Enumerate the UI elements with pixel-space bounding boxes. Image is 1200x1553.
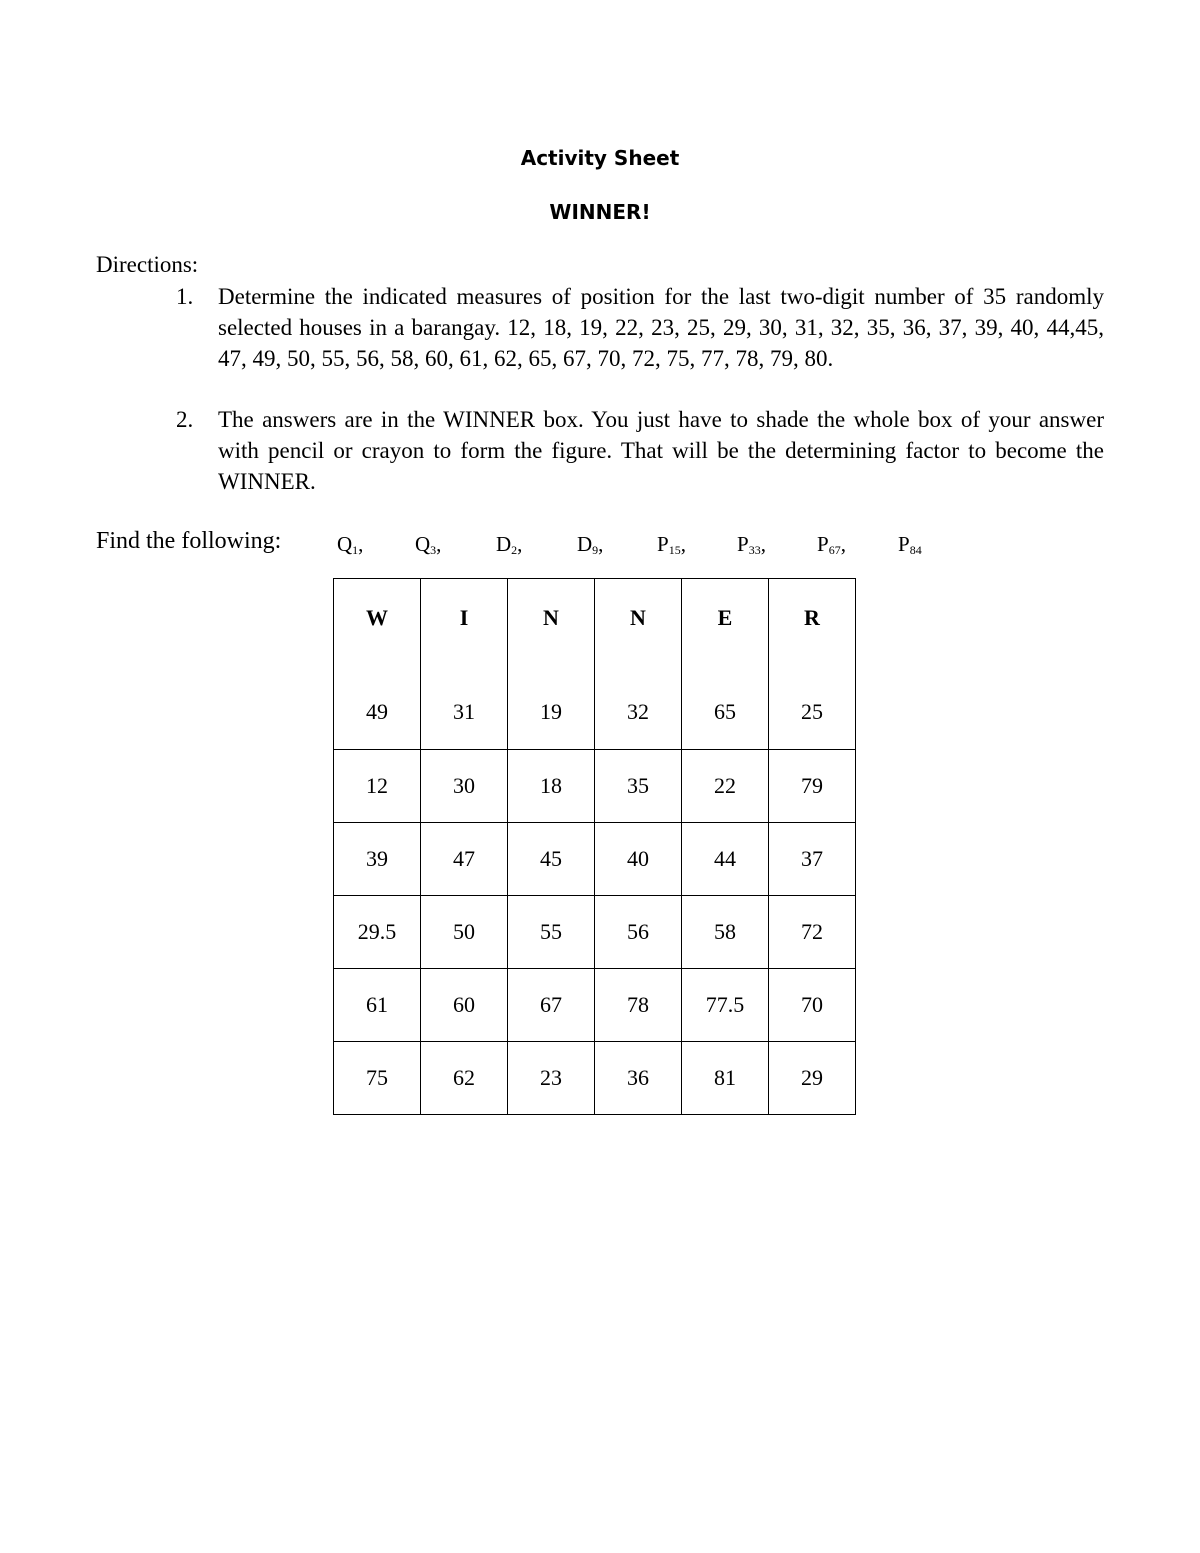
page-subtitle: WINNER! bbox=[549, 200, 651, 224]
measure-separator: , bbox=[760, 532, 766, 556]
answer-cell[interactable]: 72 bbox=[769, 895, 856, 968]
table-row bbox=[334, 822, 856, 895]
column-header: I bbox=[421, 579, 508, 699]
answer-cell[interactable]: 56 bbox=[595, 895, 682, 968]
answer-cell[interactable]: 79 bbox=[769, 749, 856, 822]
measure-separator: , bbox=[358, 532, 364, 556]
answer-cell[interactable]: 50 bbox=[421, 895, 508, 968]
measure-subscript: 3 bbox=[430, 543, 437, 557]
answer-cell[interactable]: 12 bbox=[334, 749, 421, 822]
measure-d9 bbox=[577, 532, 603, 558]
measure-letter: P bbox=[817, 532, 829, 556]
answer-cell[interactable]: 22 bbox=[682, 749, 769, 822]
direction-number: 1. bbox=[176, 284, 194, 309]
answer-cell[interactable]: 30 bbox=[421, 749, 508, 822]
direction-text: The answers are in the WINNER box. You just have to shade the whole box of your answer with pencil or crayon to form the figure. That will be the determining factor to become the WINNER. bbox=[218, 407, 1104, 494]
measure-letter: D bbox=[577, 532, 593, 556]
measure-subscript: 84 bbox=[909, 543, 922, 557]
answer-cell[interactable]: 49 bbox=[334, 699, 421, 750]
answer-cell[interactable]: 32 bbox=[595, 699, 682, 750]
answer-cell[interactable]: 78 bbox=[595, 968, 682, 1041]
measure-letter: P bbox=[898, 532, 910, 556]
measure-letter: P bbox=[657, 532, 669, 556]
measure-q1 bbox=[337, 532, 363, 558]
find-label: Find the following: bbox=[96, 528, 282, 554]
winner-box-table bbox=[333, 578, 856, 1115]
measure-subscript: 67 bbox=[828, 543, 841, 557]
answer-cell[interactable]: 25 bbox=[769, 699, 856, 750]
table-row bbox=[334, 749, 856, 822]
column-header: N bbox=[595, 579, 682, 699]
answer-cell[interactable]: 18 bbox=[508, 749, 595, 822]
column-header: R bbox=[769, 579, 856, 699]
answer-cell[interactable]: 23 bbox=[508, 1041, 595, 1114]
measure-separator: , bbox=[598, 532, 604, 556]
measure-separator: , bbox=[436, 532, 442, 556]
answer-cell[interactable]: 67 bbox=[508, 968, 595, 1041]
measure-letter: P bbox=[737, 532, 749, 556]
measure-separator: , bbox=[517, 532, 523, 556]
answer-cell[interactable]: 36 bbox=[595, 1041, 682, 1114]
measure-letter: D bbox=[496, 532, 512, 556]
answer-cell[interactable]: 58 bbox=[682, 895, 769, 968]
measure-q3 bbox=[415, 532, 441, 558]
answer-cell[interactable]: 45 bbox=[508, 822, 595, 895]
measure-separator: , bbox=[840, 532, 846, 556]
page-title: Activity Sheet bbox=[520, 146, 680, 170]
answer-cell[interactable]: 61 bbox=[334, 968, 421, 1041]
answer-cell[interactable]: 81 bbox=[682, 1041, 769, 1114]
measure-subscript: 33 bbox=[748, 543, 761, 557]
measure-letter: Q bbox=[337, 532, 353, 556]
answer-cell[interactable]: 19 bbox=[508, 699, 595, 750]
direction-text: Determine the indicated measures of position for the last two-digit number of 35 randomly selected houses in a barangay. 12, 18, 19, 22, 23, 25, 29, 30, 31, 32, 35, 36, 37, 39, 40, 44,45, 47, 49, 50, 55, 56, 58, 60, 61, 62, 65, 67, 70, 72, 75, 77, 78, 79, 80. bbox=[218, 284, 1104, 371]
measure-letter: Q bbox=[415, 532, 431, 556]
measure-subscript: 1 bbox=[352, 543, 359, 557]
answer-cell[interactable]: 40 bbox=[595, 822, 682, 895]
column-header: W bbox=[334, 579, 421, 699]
column-header: E bbox=[682, 579, 769, 699]
answer-cell[interactable]: 60 bbox=[421, 968, 508, 1041]
table-row bbox=[334, 699, 856, 750]
answer-cell[interactable]: 65 bbox=[682, 699, 769, 750]
table-header-row bbox=[334, 579, 856, 699]
measure-subscript: 9 bbox=[592, 543, 599, 557]
answer-cell[interactable]: 29 bbox=[769, 1041, 856, 1114]
answer-cell[interactable]: 39 bbox=[334, 822, 421, 895]
direction-number: 2. bbox=[176, 407, 194, 432]
measure-separator: , bbox=[680, 532, 686, 556]
table-row bbox=[334, 1041, 856, 1114]
table-row bbox=[334, 968, 856, 1041]
answer-cell[interactable]: 55 bbox=[508, 895, 595, 968]
answer-cell[interactable]: 44 bbox=[682, 822, 769, 895]
answer-cell[interactable]: 31 bbox=[421, 699, 508, 750]
find-following-row bbox=[96, 528, 1096, 560]
measure-p84 bbox=[898, 532, 922, 558]
measure-subscript: 15 bbox=[668, 543, 681, 557]
answer-cell[interactable]: 77.5 bbox=[682, 968, 769, 1041]
measure-subscript: 2 bbox=[511, 543, 518, 557]
answer-cell[interactable]: 70 bbox=[769, 968, 856, 1041]
column-header: N bbox=[508, 579, 595, 699]
answer-cell[interactable]: 37 bbox=[769, 822, 856, 895]
answer-cell[interactable]: 47 bbox=[421, 822, 508, 895]
measure-p15 bbox=[657, 532, 686, 558]
measure-p33 bbox=[737, 532, 766, 558]
answer-cell[interactable]: 62 bbox=[421, 1041, 508, 1114]
table-row bbox=[334, 895, 856, 968]
measure-d2 bbox=[496, 532, 522, 558]
measure-p67 bbox=[817, 532, 846, 558]
answer-cell[interactable]: 35 bbox=[595, 749, 682, 822]
answer-cell[interactable]: 75 bbox=[334, 1041, 421, 1114]
directions-label: Directions: bbox=[96, 252, 199, 277]
answer-cell[interactable]: 29.5 bbox=[334, 895, 421, 968]
